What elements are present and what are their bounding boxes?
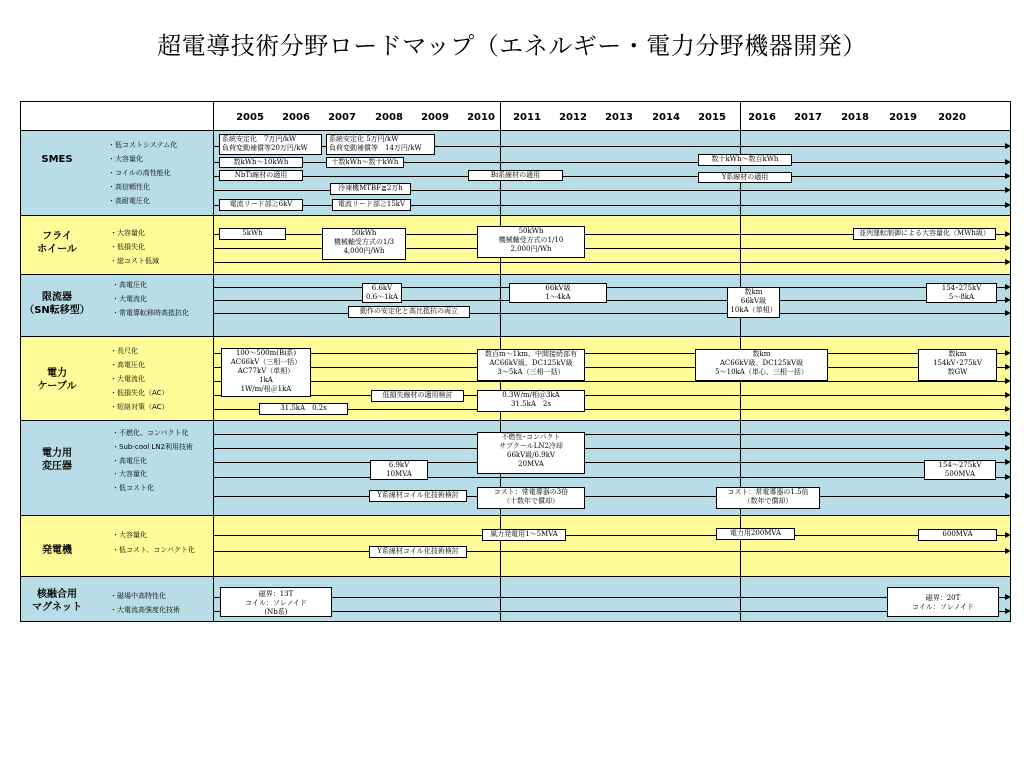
milestone-box: 数百m～1km、中間接続部有 AC66kV級、DC125kV級 3～5kA（三相一括） xyxy=(477,349,585,381)
item-text: ・長尺化 xyxy=(110,347,138,355)
year-label: 2018 xyxy=(841,112,869,123)
item-text: ・短絡対策（AC） xyxy=(110,403,169,411)
milestone-box: 31.5kA 0.2s xyxy=(259,403,348,415)
milestone-box: 電流リード部≧6kV xyxy=(219,199,303,211)
item-text: ・大容量化 xyxy=(112,470,147,478)
timeline-arrow xyxy=(213,462,1009,463)
milestone-box: 数kWh～10kWh xyxy=(219,157,303,168)
item-text: ・大容量化 xyxy=(112,531,147,539)
milestone-box: 冷凍機MTBF≧2万h xyxy=(330,183,411,195)
item-text: ・大電流化 xyxy=(112,295,147,303)
item-text: ・低損失化 xyxy=(110,243,145,251)
label-column-divider xyxy=(213,101,214,622)
milestone-box: 並列運転制御による大容量化（MWh級） xyxy=(853,228,996,240)
milestone-box: 5kWh xyxy=(219,228,286,240)
item-text: ・高信頼性化 xyxy=(108,183,150,191)
milestone-box: 100～500m(Bi系) AC66kV（三相一括） AC77kV（単相） 1kA 1W/m/相＠1kA xyxy=(221,348,311,397)
item-text: ・高耐電圧化 xyxy=(108,197,150,205)
milestone-box: 50kWh 機械軸受方式の1/10 2,000円/Wh xyxy=(477,226,585,258)
milestone-box: 0.3W/m/相＠3kA 31.5kA 2s xyxy=(477,390,585,412)
milestone-box: Y系線材の適用 xyxy=(698,172,792,183)
item-text: ・総コスト低減 xyxy=(110,257,159,265)
milestone-box: 低損失線材の適用検討 xyxy=(371,390,464,402)
milestone-box: Y系線材コイル化技術検討 xyxy=(369,546,467,558)
category-generator: 発電機 xyxy=(42,545,72,556)
milestone-box: 不燃性･コンパクト サブクールLN2冷却 66kV級/6.9kV 20MVA xyxy=(477,432,585,474)
milestone-box: 数十kWh～数百kWh xyxy=(698,154,792,166)
year-label: 2005 xyxy=(236,112,264,123)
timeline-arrow xyxy=(213,496,1009,497)
year-label: 2009 xyxy=(421,112,449,123)
year-label: 2017 xyxy=(794,112,822,123)
milestone-box: 数km AC66kV級、DC125kV級 5～10kA（単心、三相一括） xyxy=(695,349,828,381)
item-text: ・大電流化 xyxy=(110,375,145,383)
category-smes: SMES xyxy=(41,154,73,165)
timeline-arrow xyxy=(213,395,1009,396)
item-text: ・低コストシステム化 xyxy=(108,141,178,149)
item-text: ・高電圧化 xyxy=(110,361,145,369)
milestone-box: 6.9kV 10MVA xyxy=(370,460,428,480)
milestone-box: 系統安定化 7万円/kW 負荷変動補償等20万円/kW xyxy=(219,134,322,155)
year-label: 2019 xyxy=(889,112,917,123)
timeline-arrow xyxy=(213,381,1009,382)
item-text: ・コイルの高性能化 xyxy=(108,169,171,177)
category-limiter: 限流器 （SN転移型） xyxy=(24,292,90,316)
timeline-arrow xyxy=(213,176,1009,177)
timeline-arrow xyxy=(213,313,1009,314)
milestone-box: 数km 154kV･275kV 数GW xyxy=(918,349,997,381)
timeline-arrow xyxy=(213,353,1009,354)
item-text: ・Sub-cool LN2利用技術 xyxy=(112,443,194,451)
year-label: 2008 xyxy=(375,112,403,123)
milestone-box: NbTi線材の適用 xyxy=(219,170,303,181)
item-text: ・磁場中高特性化 xyxy=(110,592,166,600)
milestone-box: 数km 66kV級 10kA（単相） xyxy=(727,287,780,318)
milestone-box: 風力発電用1～5MVA xyxy=(482,529,566,541)
item-text: ・高電圧化 xyxy=(112,281,147,289)
year-label: 2010 xyxy=(467,112,495,123)
milestone-box: 66kV級 1～4kA xyxy=(509,283,607,303)
milestone-box: 電流リード部≧15kV xyxy=(332,199,411,211)
milestone-box: 動作の安定化と高比抵抗の両立 xyxy=(348,306,470,318)
year-label: 2006 xyxy=(282,112,310,123)
milestone-box: 154･275kV 5～8kA xyxy=(926,283,997,303)
milestone-box: 50kWh 機械軸受方式の1/3 4,000円/Wh xyxy=(322,228,406,260)
milestone-box: Y系線材コイル化技術検討 xyxy=(369,490,467,502)
timeline-arrow xyxy=(213,287,1009,288)
milestone-box: 600MVA xyxy=(918,529,997,541)
year-label: 2016 xyxy=(748,112,776,123)
category-transformer: 電力用 変圧器 xyxy=(42,448,72,472)
year-label: 2011 xyxy=(513,112,541,123)
milestone-box: 磁界：13T コイル：ソレノイド (Nb系) xyxy=(220,587,332,617)
item-text: ・大電流高強度化技術 xyxy=(110,606,180,614)
year-label: 2014 xyxy=(652,112,680,123)
timeline-arrow xyxy=(213,448,1009,449)
item-text: ・低コスト化 xyxy=(112,484,154,492)
milestone-box: 十数kWh～数十kWh xyxy=(326,157,404,168)
milestone-box: 6.6kV 0.6～1kA xyxy=(362,283,402,303)
page-title: 超電導技術分野ロードマップ（エネルギー・電力分野機器開発） xyxy=(157,32,867,60)
milestone-box: 154～275kV 500MVA xyxy=(924,460,996,480)
item-text: ・低損失化（AC） xyxy=(110,389,169,397)
year-label: 2020 xyxy=(938,112,966,123)
milestone-box: コスト：常電導器の3倍 （十数年で償却） xyxy=(477,487,585,509)
timeline-arrow xyxy=(213,367,1009,368)
timeline-arrow xyxy=(213,551,1009,552)
category-cable: 電力 ケーブル xyxy=(37,368,77,392)
timeline-arrow xyxy=(213,262,1009,263)
item-text: ・大容量化 xyxy=(108,155,143,163)
item-text: ・常電導転移時高抵抗化 xyxy=(112,309,189,317)
milestone-box: コスト：常電導器の1.5倍 （数年で償却） xyxy=(716,487,820,509)
category-flywheel: フライ ホイール xyxy=(37,231,77,255)
timeline-arrow xyxy=(213,535,1009,536)
category-fusion: 核融合用 マグネット xyxy=(32,589,82,613)
year-label: 2012 xyxy=(559,112,587,123)
item-text: ・高電圧化 xyxy=(112,457,147,465)
timeline-arrow xyxy=(213,434,1009,435)
milestone-box: Bi系線材の適用 xyxy=(468,170,563,181)
item-text: ・不燃化、コンパクト化 xyxy=(112,429,189,437)
milestone-box: 磁界：20T コイル：ソレノイド xyxy=(887,587,999,617)
item-text: ・大容量化 xyxy=(110,229,145,237)
item-text: ・低コスト、コンパクト化 xyxy=(112,546,195,554)
milestone-box: 系統安定化 5万円/kW 負荷変動補償等 14万円/kW xyxy=(326,134,435,155)
year-label: 2013 xyxy=(605,112,633,123)
timeline-arrow xyxy=(213,300,1009,301)
timeline-arrow xyxy=(213,477,1009,478)
year-label: 2007 xyxy=(328,112,356,123)
year-label: 2015 xyxy=(698,112,726,123)
milestone-box: 電力用200MVA xyxy=(716,528,795,540)
